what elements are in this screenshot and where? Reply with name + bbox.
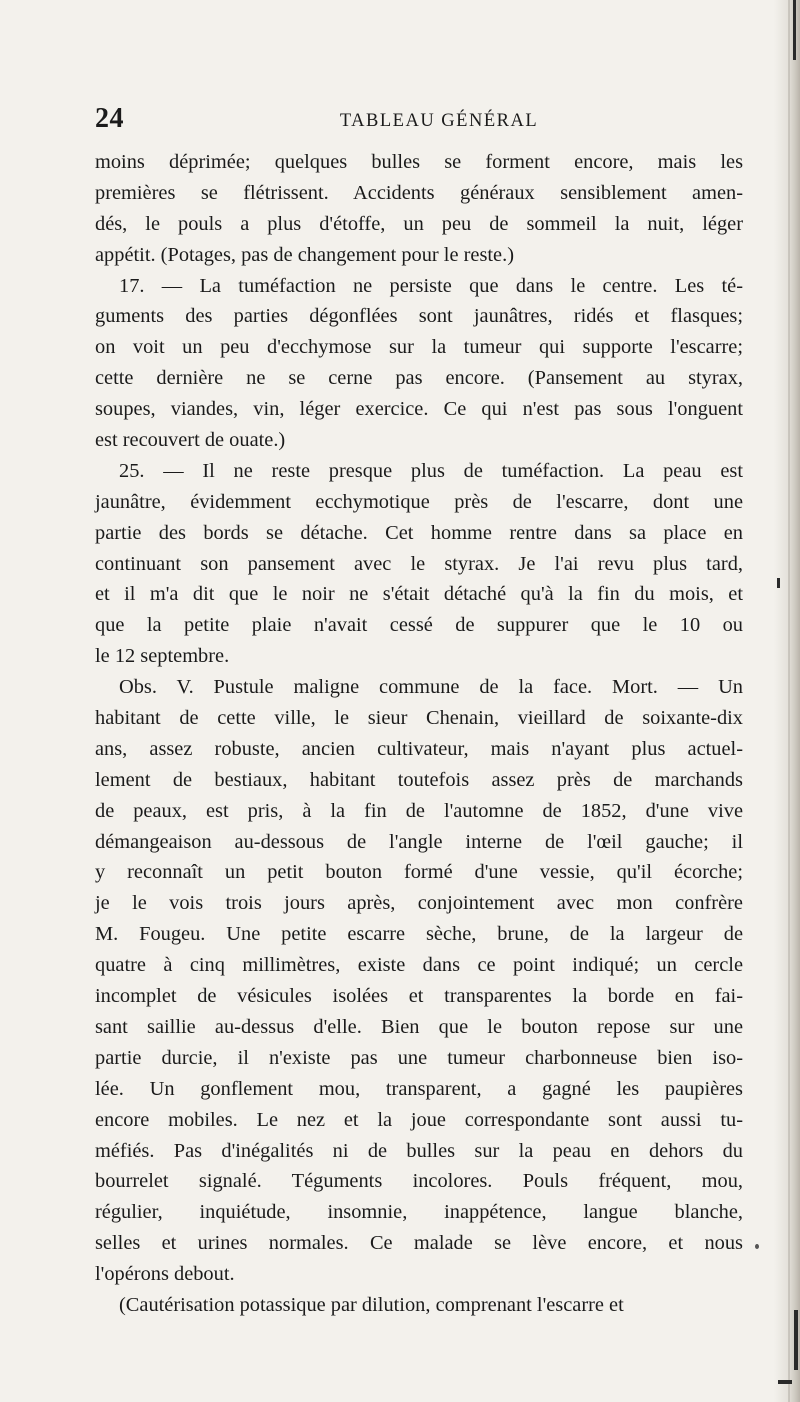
text-line: 25. — Il ne reste presque plus de tuméfaction. La peau est xyxy=(119,459,743,482)
body-text xyxy=(95,147,743,1321)
page-edge-shadow xyxy=(774,0,800,1402)
text-line: le 12 septembre. xyxy=(95,645,230,668)
text-line: ans, assez robuste, ancien cultivateur, mais n'ayant plus actuel- xyxy=(95,737,743,760)
text-line: appétit. (Potages, pas de changement pour le reste.) xyxy=(95,243,514,266)
text-line: habitant de cette ville, le sieur Chenain, vieillard de soixante-dix xyxy=(95,707,743,730)
text-line: partie des bords se détache. Cet homme rentre dans sa place en xyxy=(95,521,743,544)
text-line: selles et urines normales. Ce malade se lève encore, et nous xyxy=(95,1232,743,1255)
edge-ink-mark xyxy=(777,578,780,588)
page-edge-line xyxy=(788,0,790,1402)
edge-ink-mark xyxy=(794,1310,798,1370)
text-line: que la petite plaie n'avait cessé de suppurer que le 10 ou xyxy=(95,614,743,637)
text-line: jaunâtre, évidemment ecchymotique près de l'escarre, dont une xyxy=(95,490,743,513)
text-line: 17. — La tuméfaction ne persiste que dans le centre. Les té- xyxy=(119,274,743,297)
text-line: on voit un peu d'ecchymose sur la tumeur qui supporte l'escarre; xyxy=(95,336,743,359)
text-line: premières se flétrissent. Accidents généraux sensiblement amen- xyxy=(95,181,743,204)
text-line: soupes, viandes, vin, léger exercice. Ce qui n'est pas sous l'onguent xyxy=(95,398,743,421)
text-line: et il m'a dit que le noir ne s'était détaché qu'à la fin du mois, et xyxy=(95,583,743,606)
running-head: TABLEAU GÉNÉRAL xyxy=(339,111,539,131)
text-line: moins déprimée; quelques bulles se forment encore, mais les xyxy=(95,151,743,173)
page-number: 24 xyxy=(95,103,124,134)
page-header xyxy=(95,103,743,143)
text-line: quatre à cinq millimètres, existe dans ce point indiqué; un cercle xyxy=(95,954,743,977)
text-line: est recouvert de ouate.) xyxy=(95,429,286,452)
text-line: M. Fougeu. Une petite escarre sèche, brune, de la largeur de xyxy=(95,923,743,946)
text-line: lement de bestiaux, habitant toutefois assez près de marchands xyxy=(95,768,743,791)
text-line: partie durcie, il n'existe pas une tumeur charbonneuse bien iso- xyxy=(95,1046,743,1069)
ink-speck xyxy=(755,1244,759,1249)
text-line: cette dernière ne se cerne pas encore. (Pansement au styrax, xyxy=(95,367,743,390)
text-line: méfiés. Pas d'inégalités ni de bulles sur la peau en dehors du xyxy=(95,1139,743,1162)
text-line: encore mobiles. Le nez et la joue correspondante sont aussi tu- xyxy=(95,1108,743,1131)
text-line: continuant son pansement avec le styrax. Je l'ai revu plus tard, xyxy=(95,552,743,575)
text-line: bourrelet signalé. Téguments incolores. Pouls fréquent, mou, xyxy=(95,1170,743,1193)
text-line: je le vois trois jours après, conjointement avec mon confrère xyxy=(95,892,743,915)
text-line: guments des parties dégonflées sont jaunâtres, ridés et flasques; xyxy=(95,305,743,328)
edge-ink-mark xyxy=(778,1380,792,1384)
text-line: de peaux, est pris, à la fin de l'automne de 1852, d'une vive xyxy=(95,799,743,822)
text-line: démangeaison au-dessous de l'angle interne de l'œil gauche; il xyxy=(95,830,743,853)
text-line: lée. Un gonflement mou, transparent, a gagné les paupières xyxy=(95,1077,743,1100)
text-line: l'opérons debout. xyxy=(95,1263,235,1286)
text-line: régulier, inquiétude, insomnie, inappétence, langue blanche, xyxy=(95,1201,743,1224)
edge-ink-mark xyxy=(793,0,796,60)
text-line: incomplet de vésicules isolées et transparentes la borde en fai- xyxy=(95,985,743,1008)
text-line: dés, le pouls a plus d'étoffe, un peu de sommeil la nuit, léger xyxy=(95,212,743,235)
text-line: (Cautérisation potassique par dilution, comprenant l'escarre et xyxy=(119,1293,624,1316)
text-line: Obs. V. Pustule maligne commune de la face. Mort. — Un xyxy=(119,676,743,699)
text-line: y reconnaît un petit bouton formé d'une vessie, qu'il écorche; xyxy=(95,861,743,884)
text-line: sant saillie au-dessus d'elle. Bien que le bouton repose sur une xyxy=(95,1015,743,1038)
